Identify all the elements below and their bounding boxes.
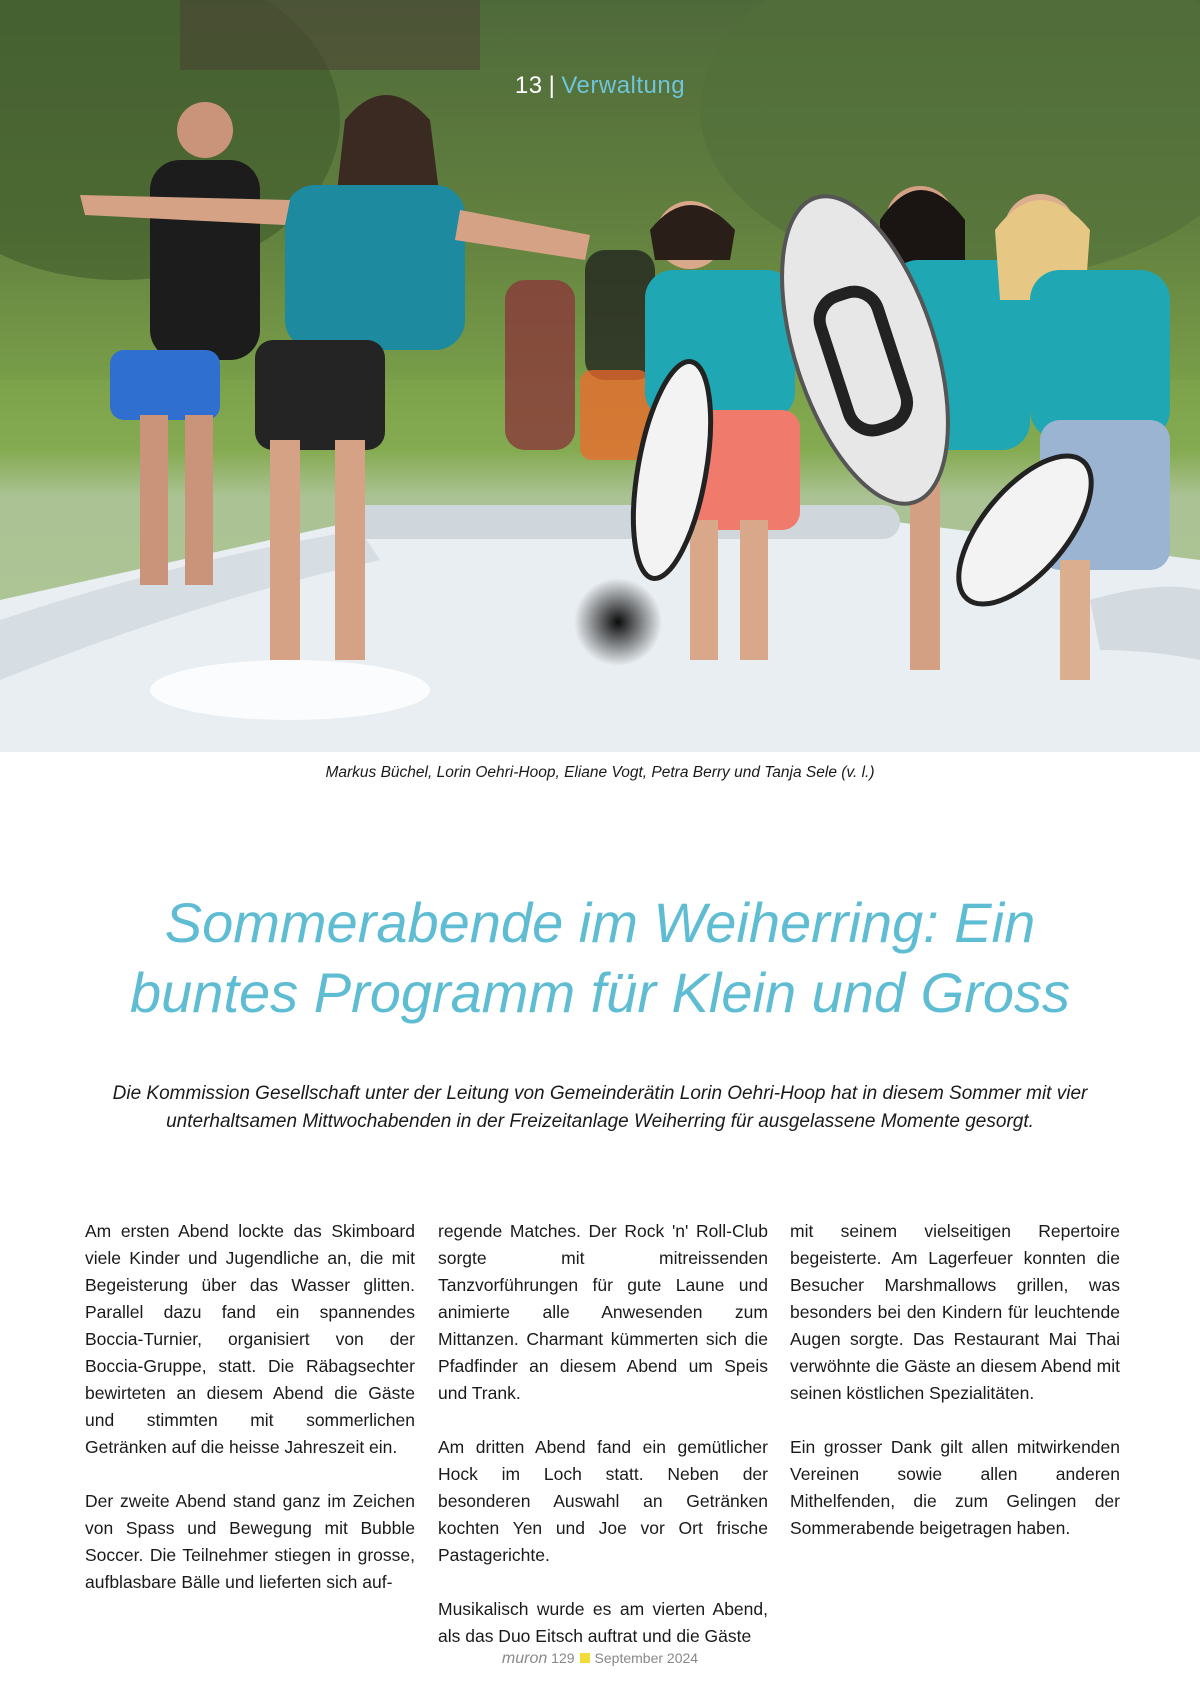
page-footer	[0, 1650, 1200, 1668]
text-column-2	[438, 1218, 768, 1677]
article-lead: Die Kommission Gesellschaft unter der Leitung von Gemeinderätin Lorin Oehri-Hoop hat in diesem Sommer mit vier unterhaltsamen Mittwochabenden in der Freizeitanlage Weiherring für ausgelassene Momente gesorgt.	[112, 1083, 1088, 1132]
paragraph: Am dritten Abend fand ein gemütlicher Hock im Loch statt. Neben der besonderen Auswahl an Getränken kochten Yen und Joe vor Ort frische Pastagerichte.	[438, 1437, 768, 1565]
magazine-brand: muron	[501, 1650, 548, 1667]
paragraph: Der zweite Abend stand ganz im Zeichen von Spass und Bewegung mit Bubble Soccer. Die Teilnehmer stiegen in grosse, aufblasbare Bälle und lieferten sich auf-	[85, 1491, 415, 1592]
photo-illustration	[0, 0, 1200, 752]
text-column-3	[790, 1218, 1120, 1569]
section-name: Verwaltung	[561, 72, 686, 99]
paragraph: Ein grosser Dank gilt allen mitwirkenden Vereinen sowie allen anderen Mithelfenden, die zum Gelingen der Sommerabende beigetragen haben.	[790, 1437, 1120, 1538]
paragraph: mit seinem vielseitigen Repertoire begeisterte. Am Lagerfeuer konnten die Besucher Marshmallows grillen, was besonders bei den Kindern für leuchtende Augen sorgte. Das Restaurant Mai Thai verwöhnte die Gäste an diesem Abend mit seinen köstlichen Spezialitäten.	[790, 1221, 1120, 1403]
issue-number: 129	[551, 1650, 575, 1666]
article-photo	[0, 0, 1200, 752]
article-title: Sommerabende im Weiherring: Ein buntes Programm für Klein und Gross	[130, 891, 1070, 1024]
page-number: 13	[514, 72, 543, 99]
text-column-1	[85, 1218, 415, 1623]
paragraph: Musikalisch wurde es am vierten Abend, als das Duo Eitsch auftrat und die Gäste	[438, 1599, 768, 1646]
page-header	[0, 72, 1200, 100]
header-separator: |	[548, 72, 556, 99]
footer-square-icon	[580, 1653, 590, 1663]
paragraph: Am ersten Abend lockte das Skimboard viele Kinder und Jugendliche an, die mit Begeisterung über das Wasser glitten. Parallel dazu fand ein spannendes Boccia-Turnier, organisiert von der Boccia-Gruppe, statt. Die Räbagsechter bewirteten an diesem Abend die Gäste und stimmten mit sommerlichen Getränken auf die heisse Jahreszeit ein.	[85, 1221, 415, 1457]
paragraph: regende Matches. Der Rock 'n' Roll-Club sorgte mit mitreissenden Tanzvorführungen für gute Laune und animierte alle Anwesenden zum Mittanzen. Charmant kümmerten sich die Pfadfinder an diesem Abend um Speis und Trank.	[438, 1221, 768, 1403]
photo-caption: Markus Büchel, Lorin Oehri-Hoop, Eliane Vogt, Petra Berry und Tanja Sele (v. l.)	[325, 764, 875, 781]
issue-date: September 2024	[594, 1650, 699, 1666]
